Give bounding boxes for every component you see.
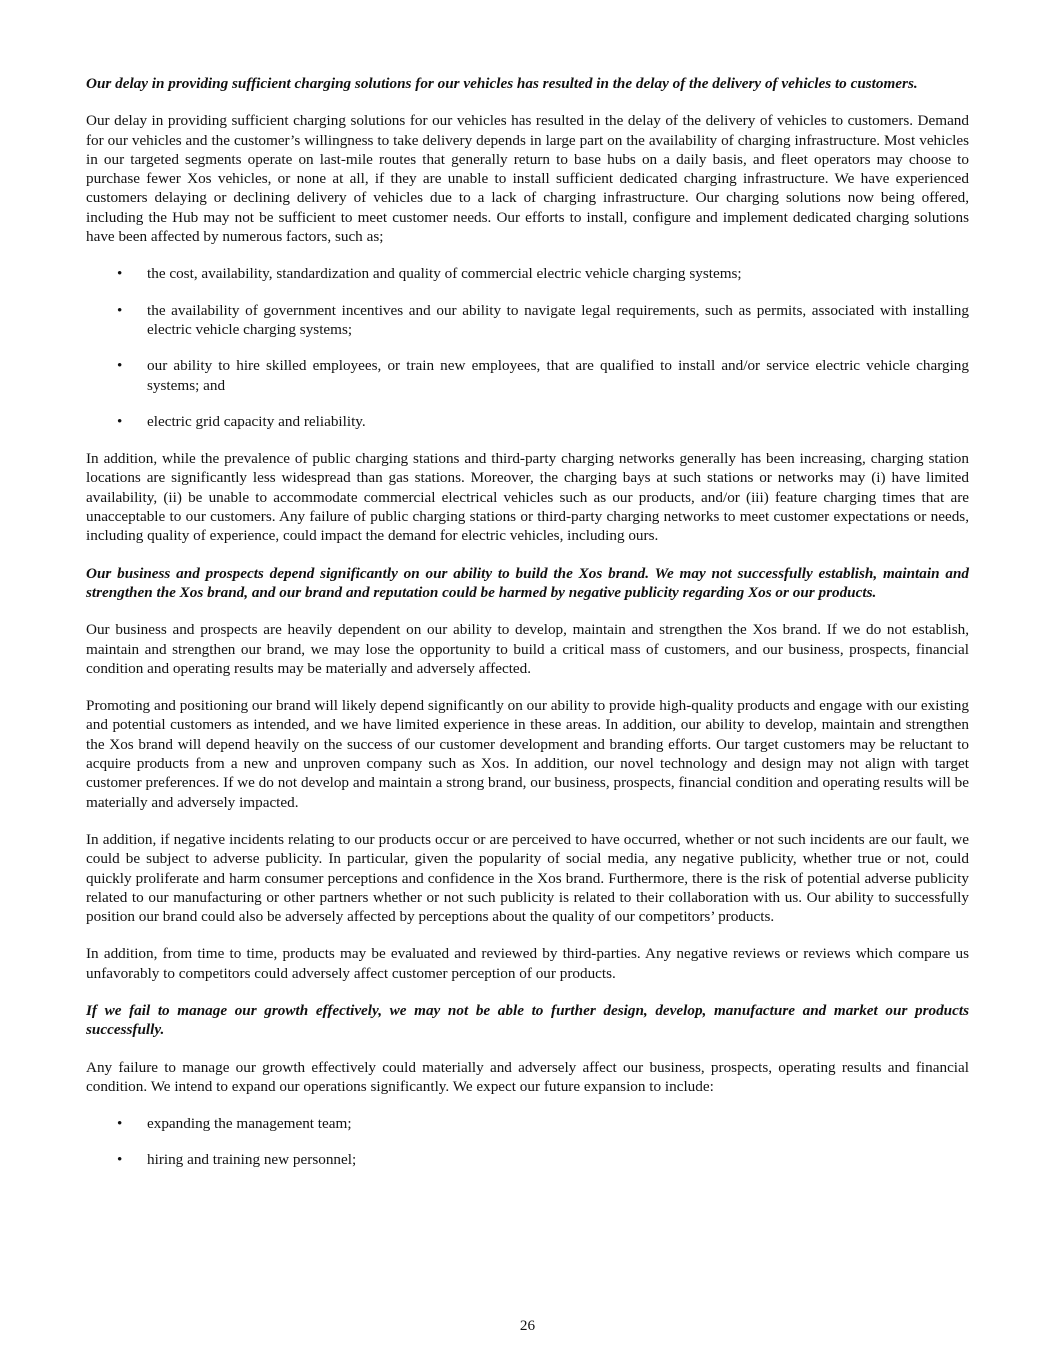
risk-section-charging (86, 74, 969, 546)
list-item (86, 412, 969, 431)
list-item (86, 264, 969, 283)
body-paragraph: Our delay in providing sufficient charging solutions for our vehicles has resulted in the delay of the delivery of vehicles to customers. Demand for our vehicles and the customer’s willingness to take delivery depends in large part on the availability of charging infrastructure. Most vehicles in our targeted segments operate on last-mile routes that generally return to base hubs on a daily basis, and fleet operators may choose to purchase fewer Xos vehicles, or none at all, if they are unable to install sufficient dedicated charging infrastructure. We have experienced customers delaying or declining delivery of vehicles due to a lack of charging infrastructure. Our charging solutions now being offered, including the Hub may not be sufficient to meet customer needs. Our efforts to install, configure and implement dedicated charging solutions have been affected by numerous factors, such as; (86, 112, 969, 246)
list-item-text: our ability to hire skilled employees, or train new employees, that are qualified to install and/or service electric vehicle charging systems; and (147, 357, 969, 394)
list-item-text: electric grid capacity and reliability. (147, 412, 366, 430)
list-item-text: the cost, availability, standardization and quality of commercial electric vehicle charging systems; (147, 265, 742, 283)
body-paragraph: In addition, while the prevalence of public charging stations and third-party charging networks generally has been increasing, charging station locations are significantly less widespread than gas stations. Moreover, the charging bays at such stations or networks may (i) have limited availability, (ii) be unable to accommodate commercial electrical vehicles such as our products, and/or (iii) feature charging times that are unacceptable to our customers. Any failure of public charging stations or third-party charging networks to meet customer expectations or needs, including quality of experience, could impact the demand for electric vehicles, including ours. (86, 450, 969, 545)
risk-section-brand (86, 564, 969, 983)
list-item (86, 356, 969, 395)
risk-section-growth (86, 1001, 969, 1170)
list-item-text: the availability of government incentives and our ability to navigate legal requirements, such as permits, associated with installing electric vehicle charging systems; (147, 301, 969, 338)
bullet-icon: • (117, 265, 123, 283)
bullet-list (86, 1114, 969, 1170)
section-heading: Our delay in providing sufficient charging solutions for our vehicles has resulted in the delay of the delivery of vehicles to customers. (86, 75, 918, 92)
section-heading: Our business and prospects depend significantly on our ability to build the Xos brand. We may not successfully establish, maintain and strengthen the Xos brand, and our brand and reputation could be harmed by negative publicity regarding Xos or our products. (86, 564, 969, 601)
section-heading: If we fail to manage our growth effectively, we may not be able to further design, develop, manufacture and market our products successfully. (86, 1001, 969, 1039)
body-paragraph: In addition, if negative incidents relating to our products occur or are perceived to have occurred, whether or not such incidents are our fault, we could be subject to adverse publicity. In particular, given the popularity of social media, any negative publicity, whether true or not, could quickly proliferate and harm consumer perceptions and confidence in the Xos brand. Furthermore, there is the risk of potential adverse publicity related to our manufacturing or other partners whether or not such publicity is related to their collaboration with us. Our ability to successfully position our brand could also be adversely affected by perceptions about the quality of our competitors’ products. (86, 830, 969, 926)
list-item (86, 1114, 969, 1133)
bullet-list (86, 264, 969, 431)
list-item (86, 301, 969, 340)
bullet-icon: • (117, 1115, 123, 1133)
body-paragraph: Promoting and positioning our brand will likely depend significantly on our ability to provide high-quality products and engage with our existing and potential customers as intended, and we have limited experience in these areas. In addition, our ability to develop, maintain and strengthen the Xos brand will depend heavily on the success of our customer development and branding efforts. Our target customers may be reluctant to acquire products from a new and unproven company such as Xos. In addition, our novel technology and design may not align with target customer preferences. If we do not develop and maintain a strong brand, our business, prospects, financial condition and operating results will be materially and adversely impacted. (86, 697, 969, 811)
bullet-icon: • (117, 357, 123, 375)
body-paragraph: Any failure to manage our growth effectively could materially and adversely affect our business, prospects, operating results and financial condition. We intend to expand our operations significantly. We expect our future expansion to include: (86, 1058, 969, 1095)
list-item-text: hiring and training new personnel; (147, 1151, 357, 1169)
list-item-text: expanding the management team; (147, 1115, 352, 1133)
body-paragraph: In addition, from time to time, products may be evaluated and reviewed by third-parties. Any negative reviews or reviews which compare us unfavorably to competitors could adversely affect customer perception of our products. (86, 945, 969, 982)
document-page (86, 74, 969, 1188)
bullet-icon: • (117, 1151, 123, 1169)
bullet-icon: • (117, 301, 123, 319)
bullet-icon: • (117, 412, 123, 430)
list-item (86, 1150, 969, 1169)
page-number: 26 (519, 1317, 536, 1334)
body-paragraph: Our business and prospects are heavily dependent on our ability to develop, maintain and strengthen the Xos brand. If we do not establish, maintain and strengthen our brand, we may lose the opportunity to build a critical mass of customers, and our business, prospects, financial condition and operating results may be materially and adversely affected. (86, 621, 969, 677)
